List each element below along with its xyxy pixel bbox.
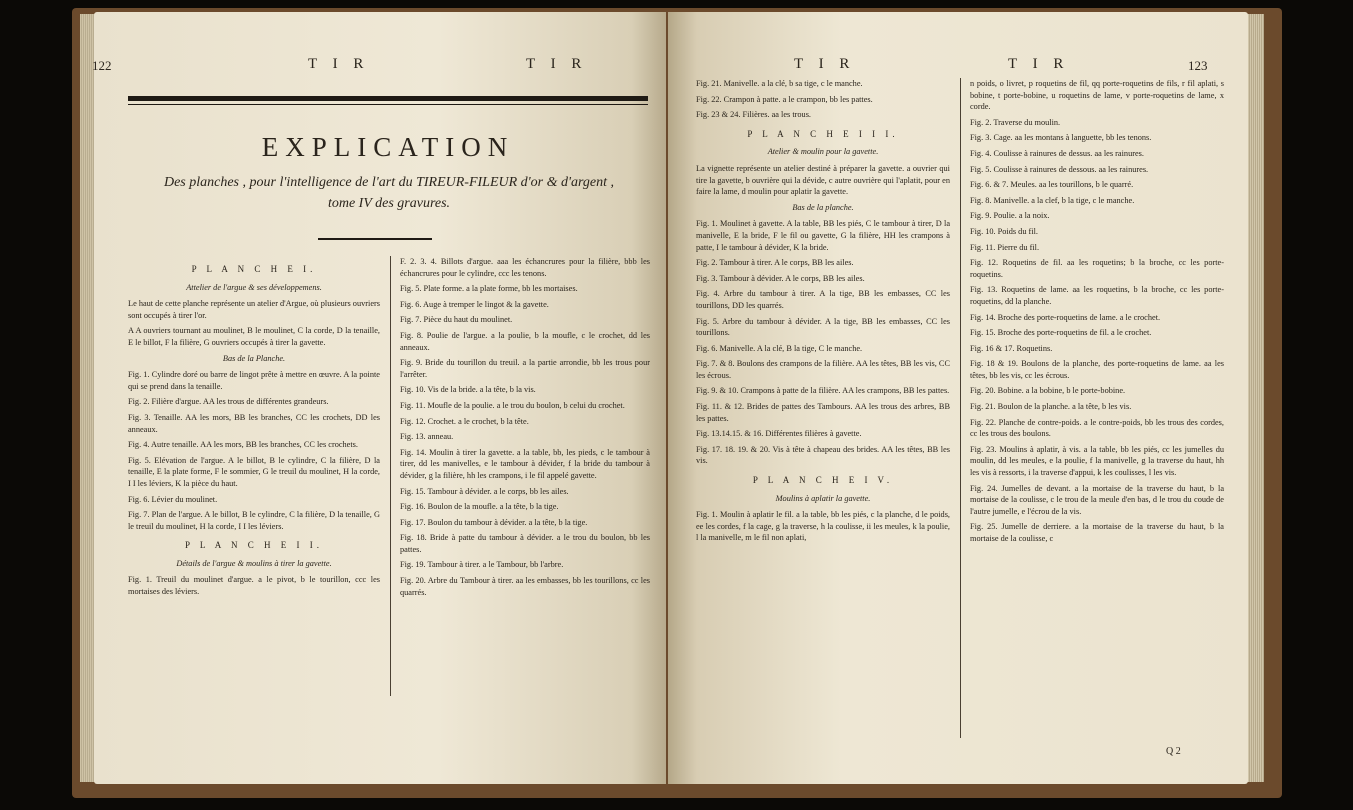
figure-entry: La vignette représente un atelier destiné à préparer la gavette. a ouvrier qui tire la gavette, b ouvrière qui la dévide, c autre ouvrière qui l'aplatit, pour en faire la lame, d moulin pour aplatir la gavette. bbox=[696, 163, 950, 197]
figure-entry: Fig. 16. Boulon de la moufle. a la tête, b la tige. bbox=[400, 502, 559, 512]
subtitle: Des planches , pour l'intelligence de l'art du TIREUR-FILEUR d'or & d'argent , tome IV des gravures. bbox=[163, 175, 615, 211]
figure-entry: Fig. 8. Manivelle. a la clef, b la tige, c le manche. bbox=[970, 195, 1135, 205]
figure-entry: Fig. 10. Poids du fil. bbox=[970, 226, 1038, 236]
figure-entry: Fig. 23 & 24. Filières. aa les trous. bbox=[696, 110, 811, 120]
head-rule-thick bbox=[128, 96, 648, 101]
figure-entry: Fig. 24. Jumelles de devant. a la mortaise de la traverse du haut, b la mortaise de la coulisse, c le trou de la meule d'en bas, d le trou du coude de l'autre jumelle, e l'écrou de la vis. bbox=[970, 483, 1224, 516]
figure-entry: Fig. 6. Manivelle. A la clé, B la tige, C le manche. bbox=[696, 343, 863, 353]
figure-entry: Fig. 4. Autre tenaille. AA les mors, BB les branches, CC les crochets. bbox=[128, 440, 358, 450]
figure-entry: Fig. 2. Tambour à tirer. A le corps, BB les ailes. bbox=[696, 258, 854, 268]
signature-mark: Q 2 bbox=[1166, 746, 1181, 757]
figure-entry: Fig. 7. Plan de l'argue. A le billot, B le cylindre, C la filière, D la tenaille, G le treuil du moulinet, H la corde, I I les léviers. bbox=[128, 510, 380, 531]
figure-entry: Fig. 18 & 19. Boulons de la planche, des porte-roquetins de lame. aa les têtes, bb les vis, cc les écrous. bbox=[970, 359, 1224, 380]
figure-entry: Fig. 2. Filière d'argue. AA les trous de différentes grandeurs. bbox=[128, 397, 329, 407]
title-rule bbox=[318, 238, 432, 240]
figure-entry: Le haut de cette planche représente un atelier d'Argue, où plusieurs ouvriers sont occupés à tirer l'or. bbox=[128, 299, 380, 320]
page-number-left: 122 bbox=[92, 58, 112, 73]
figure-entry: Fig. 23. Moulins à aplatir, à vis. a la table, bb les piés, cc les jumelles du moulin, dd les meules, e la poulie, f la manivelle, g la traverse du haut, hh les vis à ressorts, i la traverse d'appui, k les coulisses, l les vis. bbox=[970, 444, 1224, 478]
figure-entry: Fig. 20. Arbre du Tambour à tirer. aa les embasses, bb les tourillons, cc les quarrés. bbox=[400, 576, 650, 597]
figure-entry: Fig. 2. Traverse du moulin. bbox=[970, 117, 1061, 127]
figure-entry: Fig. 9. & 10. Crampons à patte de la filière. AA les crampons, BB les pattes. bbox=[696, 386, 950, 396]
section-caption: Attelier de l'argue & ses développemens. bbox=[186, 282, 322, 292]
figure-entry: Fig. 13. Roquetins de lame. aa les roquetins, b la broche, cc les porte-roquetins, dd la planche. bbox=[970, 285, 1224, 306]
figure-entry: F. 2. 3. 4. Billots d'argue. aaa les échancrures pour la filière, bbb les échancrures pour le cylindre, ccc les tenons. bbox=[400, 257, 650, 278]
right-column-1 bbox=[696, 78, 950, 548]
figure-entry: Fig. 12. Roquetins de fil. aa les roquetins; b la broche, cc les porte-roquetins. bbox=[970, 258, 1224, 279]
figure-entry: Fig. 14. Broche des porte-roquetins de lame. a le crochet. bbox=[970, 312, 1161, 322]
figure-entry: Fig. 5. Plate forme. a la plate forme, bb les mortaises. bbox=[400, 284, 578, 294]
plate-heading: P L A N C H E I I I. bbox=[747, 128, 899, 139]
figure-entry: Fig. 17. Boulon du tambour à dévider. a la tête, b la tige. bbox=[400, 517, 588, 527]
page-number-right: 123 bbox=[1188, 58, 1208, 73]
figure-entry: Fig. 20. Bobine. a la bobine, b le porte-bobine. bbox=[970, 386, 1126, 396]
running-head-left-1: T I R bbox=[308, 56, 370, 72]
figure-entry: Fig. 1. Cylindre doré ou barre de lingot prête à mettre en œuvre. A la pointe qui se prend dans la tenaille. bbox=[128, 370, 380, 391]
title: EXPLICATION bbox=[261, 132, 515, 162]
running-head-right-2: T I R bbox=[1008, 56, 1070, 72]
figure-entry: Fig. 3. Cage. aa les montans à languette, bb les tenons. bbox=[970, 133, 1152, 143]
section-caption: Bas de la planche. bbox=[792, 202, 854, 212]
figure-entry: Fig. 17. 18. 19. & 20. Vis à tête à chapeau des brides. AA les têtes, BB les vis. bbox=[696, 444, 950, 466]
figure-entry: Fig. 15. Broche des porte-roquetins de fil. a le crochet. bbox=[970, 328, 1152, 338]
running-head-right-1: T I R bbox=[794, 56, 856, 72]
left-column-1 bbox=[128, 256, 380, 602]
section-caption: Détails de l'argue & moulins à tirer la gavette. bbox=[176, 558, 332, 568]
figure-entry: Fig. 11. & 12. Brides de pattes des Tambours. AA les trous des arbres, BB les pattes. bbox=[696, 402, 950, 423]
section-caption: Bas de la Planche. bbox=[222, 353, 286, 363]
section-caption: Atelier & moulin pour la gavette. bbox=[767, 147, 879, 157]
figure-entry: Fig. 6. Lévier du moulinet. bbox=[128, 494, 218, 504]
running-head-left-2: T I R bbox=[526, 56, 588, 72]
plate-heading: P L A N C H E I. bbox=[191, 264, 317, 274]
figure-entry: Fig. 22. Planche de contre-poids. a le contre-poids, bb les trous des cordes, cc les trous des boulons. bbox=[970, 417, 1224, 439]
figure-entry: Fig. 15. Tambour à dévider. a le corps, bb les ailes. bbox=[400, 486, 569, 496]
left-column-2 bbox=[400, 256, 650, 602]
figure-entry: Fig. 1. Treuil du moulinet d'argue. a le pivot, b le tourillon, ccc les mortaises des léviers. bbox=[128, 575, 380, 597]
figure-entry: Fig. 7. & 8. Boulons des crampons de la filière. AA les têtes, BB les vis, CC les écrous. bbox=[696, 359, 950, 380]
figure-entry: Fig. 4. Coulisse à rainures de dessus. aa les rainures. bbox=[970, 148, 1144, 158]
figure-entry: Fig. 4. Arbre du tambour à tirer. A la tige, BB les embasses, CC les tourillons, DD les quarrés. bbox=[696, 289, 950, 310]
plate-heading: P L A N C H E I I. bbox=[184, 540, 324, 551]
figure-entry: Fig. 21. Boulon de la planche. a la tête, b les vis. bbox=[970, 402, 1132, 412]
figure-entry: Fig. 5. Arbre du tambour à dévider. A la tige, BB les embasses, CC les tourillons. bbox=[696, 316, 950, 338]
figure-entry: Fig. 5. Elévation de l'argue. A le billot, B le cylindre, C la filière, D la tenaille, E la plate forme, F le sommier, G le treuil du moulinet, H la corde, I I les léviers, K la pièce du haut. bbox=[128, 455, 380, 488]
figure-entry: Fig. 1. Moulinet à gavette. A la table, BB les piés, C le tambour à tirer, D la manivelle, E la bride, F le fil ou gavette, G la filière, HH les crampons à patte, I le tambour à dévider, K la bride. bbox=[696, 219, 950, 252]
figure-entry: Fig. 6. Auge à tremper le lingot & la gavette. bbox=[400, 299, 549, 309]
figure-entry: Fig. 22. Crampon à patte. a le crampon, bb les pattes. bbox=[696, 94, 873, 104]
plate-heading: P L A N C H E I V. bbox=[752, 475, 894, 486]
figure-entry: Fig. 14. Moulin à tirer la gavette. a la table, bb, les pieds, c le tambour à tirer, dd les manivelles, e le tambour à dévider, f la bride du tambour à dévider, g la filière, hh les crampons, i le fil appelé gavette. bbox=[400, 447, 650, 480]
figure-entry: Fig. 12. Crochet. a le crochet, b la tête. bbox=[400, 416, 529, 426]
figure-entry: Fig. 10. Vis de la bride. a la tête, b la vis. bbox=[400, 385, 536, 395]
figure-entry: Fig. 18. Bride à patte du tambour à dévider. a le trou du boulon, bb les pattes. bbox=[400, 533, 650, 554]
figure-entry: Fig. 25. Jumelle de derriere. a la mortaise de la traverse du haut, b la mortaise de la coulisse, c bbox=[970, 522, 1224, 543]
figure-entry: Fig. 6. & 7. Meules. aa les tourillons, b le quarré. bbox=[970, 180, 1134, 190]
figure-entry: Fig. 11. Moufle de la poulie. a le trou du boulon, b celui du crochet. bbox=[400, 400, 625, 410]
figure-entry: Fig. 7. Pièce du haut du moulinet. bbox=[400, 315, 513, 325]
column-divider-left bbox=[390, 256, 391, 696]
figure-entry: n poids, o livret, p roquetins de fil, qq porte-roquetins de fils, r fil aplati, s bobine, t porte-bobine, u roquetins de lame, v porte-roquetins de lame, x corde. bbox=[970, 79, 1224, 112]
figure-entry: Fig. 9. Poulie. a la noix. bbox=[970, 211, 1050, 221]
figure-entry: A A ouvriers tournant au moulinet, B le moulinet, C la corde, D la tenaille, E le billot, F la filière, G ouvriers occupés à tirer la gavette. bbox=[128, 326, 380, 347]
right-column-2 bbox=[970, 78, 1224, 549]
figure-entry: Fig. 21. Manivelle. a la clé, b sa tige, c le manche. bbox=[696, 79, 863, 88]
figure-entry: Fig. 3. Tenaille. AA les mors, BB les branches, CC les crochets, DD les anneaux. bbox=[128, 412, 380, 434]
figure-entry: Fig. 19. Tambour à tirer. a le Tambour, bb l'arbre. bbox=[400, 560, 564, 570]
figure-entry: Fig. 5. Coulisse à rainures de dessous. aa les rainures. bbox=[970, 164, 1149, 174]
figure-entry: Fig. 8. Poulie de l'argue. a la poulie, b la moufle, c le crochet, dd les anneaux. bbox=[400, 330, 650, 352]
head-rule-thin bbox=[128, 104, 648, 105]
figure-entry: Fig. 11. Pierre du fil. bbox=[970, 242, 1040, 252]
section-caption: Moulins à aplatir la gavette. bbox=[775, 493, 871, 503]
figure-entry: Fig. 3. Tambour à dévider. A le corps, BB les ailes. bbox=[696, 273, 865, 283]
figure-entry: Fig. 9. Bride du tourillon du treuil. a la partie arrondie, bb les trous pour l'arrêter. bbox=[400, 358, 650, 379]
right-page-edges bbox=[1246, 14, 1264, 782]
left-page bbox=[94, 12, 666, 784]
right-page bbox=[668, 12, 1248, 784]
figure-entry: Fig. 1. Moulin à aplatir le fil. a la table, bb les piés, c la planche, d le poids, ee les cordes, f la cage, g la traverse, h la coulisse, ii les meules, k la poulie, l la manivelle, m le fil non aplati, bbox=[696, 510, 950, 543]
figure-entry: Fig. 16 & 17. Roquetins. bbox=[970, 343, 1053, 353]
column-divider-right bbox=[960, 78, 961, 738]
figure-entry: Fig. 13.14.15. & 16. Différentes filières à gavette. bbox=[696, 429, 862, 439]
figure-entry: Fig. 13. anneau. bbox=[400, 432, 454, 442]
